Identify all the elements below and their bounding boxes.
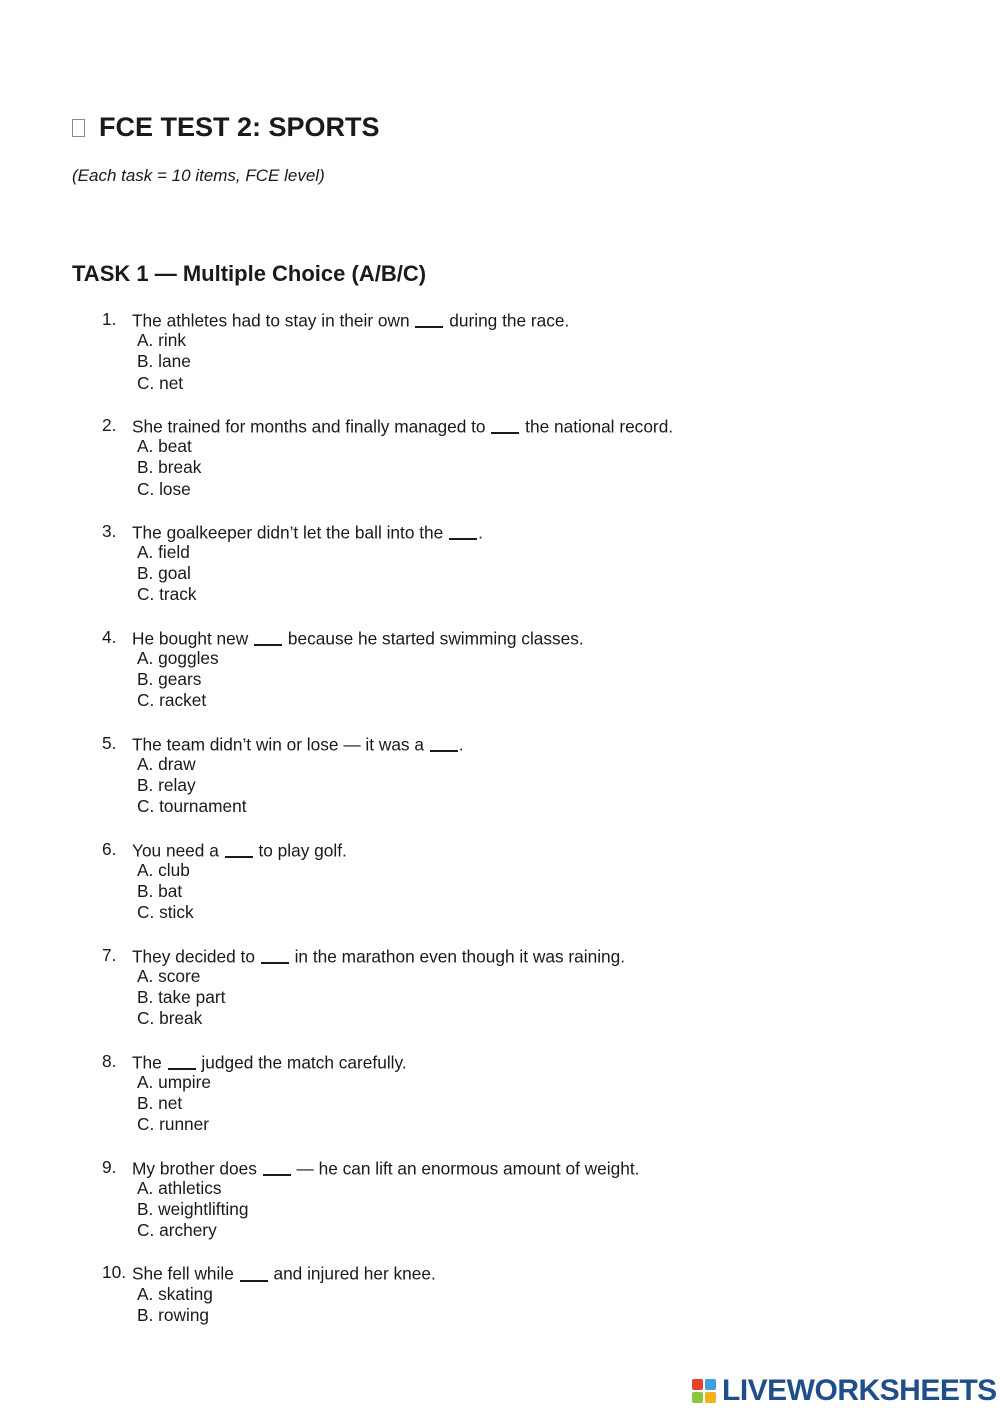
- answer-option: A. goggles: [137, 648, 219, 668]
- question-text-after: — he can lift an enormous amount of weight.: [296, 1157, 640, 1178]
- logo-square: [692, 1379, 703, 1390]
- answer-option: A. draw: [137, 753, 196, 774]
- question-line: [0, 414, 674, 437]
- option-list: [0, 754, 248, 818]
- question-line: [0, 626, 584, 649]
- answer-blank: [491, 417, 519, 434]
- answer-option: C. tournament: [137, 796, 247, 817]
- answer-blank: [225, 841, 253, 858]
- question-number: 7.: [102, 944, 117, 965]
- question-text-after: judged the match carefully.: [201, 1051, 407, 1072]
- question-text: [132, 839, 347, 862]
- question-number: 9.: [102, 1156, 117, 1177]
- subtitle: (Each task = 10 items, FCE level): [72, 166, 325, 185]
- option-list: [0, 330, 248, 394]
- missing-glyph-icon: [72, 119, 85, 137]
- question-text-after: during the race.: [449, 310, 570, 331]
- answer-blank: [449, 523, 477, 540]
- answer-option: C. archery: [137, 1220, 217, 1241]
- question-text: [132, 1051, 407, 1074]
- answer-option: B. rowing: [137, 1304, 210, 1325]
- answer-option: B. net: [137, 1092, 183, 1113]
- question-line: [0, 520, 483, 543]
- liveworksheets-logo: [692, 1374, 997, 1408]
- question-text-before: The team didn’t win or lose — it was a: [132, 734, 424, 755]
- question-line: [0, 838, 347, 860]
- option-list: [0, 1072, 248, 1136]
- question-text-before: The goalkeeper didn’t let the ball into the: [132, 522, 444, 543]
- liveworksheets-wordmark: LIVEWORKSHEETS: [722, 1374, 997, 1407]
- question-line: [0, 1262, 436, 1284]
- answer-option: C. runner: [137, 1114, 210, 1135]
- question-text-after: because he started swimming classes.: [287, 628, 584, 649]
- question-text-before: He bought new: [132, 628, 249, 649]
- question-item: [0, 1050, 407, 1136]
- question-text-before: She fell while: [132, 1263, 234, 1284]
- question-line: [0, 309, 570, 331]
- question-list: [0, 309, 674, 1347]
- question-text-before: The: [132, 1051, 162, 1072]
- answer-blank: [261, 947, 289, 964]
- answer-option: B. goal: [137, 563, 191, 584]
- option-list: [0, 1178, 248, 1242]
- question-number: 6.: [102, 838, 117, 859]
- question-text-after: and injured her knee.: [273, 1263, 436, 1284]
- question-line: [0, 1156, 640, 1178]
- task-1-heading: TASK 1 — Multiple Choice (A/B/C): [72, 261, 427, 286]
- option-list: [0, 966, 248, 1030]
- page-title-text: FCE TEST 2: SPORTS: [99, 112, 380, 142]
- question-number: 8.: [102, 1050, 117, 1071]
- question-text-before: You need a: [132, 839, 219, 860]
- answer-blank: [240, 1264, 268, 1281]
- answer-option: A. umpire: [137, 1071, 211, 1092]
- answer-option: B. relay: [137, 775, 196, 796]
- answer-option: C. racket: [137, 690, 207, 711]
- option-list: [0, 436, 248, 500]
- answer-blank: [254, 629, 282, 646]
- answer-option: B. lane: [137, 351, 191, 372]
- question-text-after: the national record.: [525, 416, 674, 437]
- answer-option: B. weightlifting: [137, 1198, 249, 1219]
- answer-blank: [415, 311, 443, 328]
- question-text: [132, 415, 673, 438]
- question-text-after: .: [458, 734, 464, 755]
- question-text-before: She trained for months and finally managed to: [132, 416, 486, 437]
- answer-option: B. bat: [137, 881, 183, 902]
- question-text: [132, 521, 483, 544]
- question-item: [0, 626, 584, 712]
- option-list: [0, 860, 248, 924]
- question-text: [132, 1262, 436, 1285]
- question-text: [132, 627, 584, 650]
- question-text-after: to play golf.: [258, 839, 347, 860]
- question-line: [0, 1050, 407, 1072]
- option-list: [0, 542, 248, 606]
- question-item: [0, 732, 464, 818]
- answer-option: B. break: [137, 457, 202, 478]
- answer-option: C. lose: [137, 478, 191, 499]
- option-list: [0, 1284, 248, 1326]
- option-list: [0, 648, 248, 712]
- answer-option: A. rink: [137, 330, 186, 351]
- question-item: [0, 309, 570, 394]
- question-text-before: The athletes had to stay in their own: [132, 310, 410, 331]
- question-number: 10.: [102, 1262, 127, 1283]
- question-number: 3.: [102, 520, 117, 541]
- answer-option: B. take part: [137, 987, 226, 1007]
- answer-option: A. beat: [137, 436, 192, 457]
- answer-option: B. gears: [137, 669, 202, 690]
- question-number: 1.: [102, 309, 117, 329]
- question-number: 2.: [102, 414, 117, 435]
- question-text: [132, 309, 569, 332]
- logo-square: [705, 1379, 716, 1390]
- answer-option: A. score: [137, 965, 201, 986]
- logo-square: [705, 1392, 716, 1403]
- question-item: [0, 944, 626, 1030]
- question-text: [132, 733, 464, 756]
- answer-blank: [263, 1159, 291, 1176]
- question-text: [132, 945, 625, 968]
- question-text-after: in the marathon even though it was raining.: [294, 945, 626, 966]
- answer-option: C. track: [137, 584, 197, 605]
- question-text: [132, 1157, 639, 1180]
- answer-option: C. net: [137, 372, 184, 393]
- question-item: [0, 414, 674, 500]
- answer-option: A. skating: [137, 1283, 213, 1304]
- question-item: [0, 838, 347, 924]
- answer-option: C. stick: [137, 902, 194, 923]
- logo-square: [692, 1392, 703, 1403]
- page-title: [72, 112, 380, 143]
- question-number: 5.: [102, 732, 117, 753]
- answer-option: A. club: [137, 859, 190, 880]
- question-text-before: My brother does: [132, 1157, 257, 1178]
- question-line: [0, 944, 626, 966]
- question-number: 4.: [102, 626, 117, 647]
- answer-blank: [430, 735, 458, 752]
- liveworksheets-mark-icon: [692, 1379, 716, 1403]
- answer-blank: [168, 1053, 196, 1070]
- answer-option: C. break: [137, 1008, 203, 1029]
- answer-option: A. athletics: [137, 1177, 222, 1198]
- question-item: [0, 520, 483, 606]
- question-item: [0, 1156, 640, 1242]
- question-item: [0, 1262, 436, 1326]
- answer-option: A. field: [137, 542, 190, 563]
- question-line: [0, 732, 464, 755]
- question-text-before: They decided to: [132, 945, 255, 966]
- question-text-after: .: [478, 522, 483, 543]
